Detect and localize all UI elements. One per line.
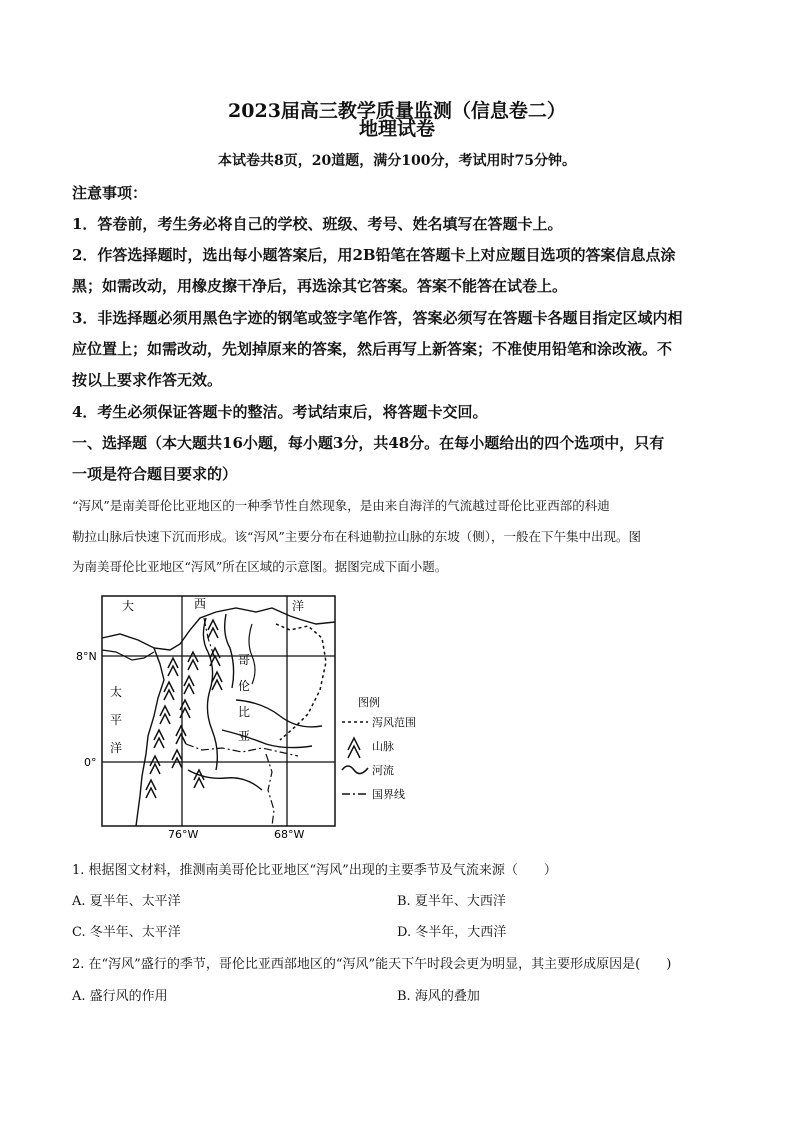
- question-1-option-b[interactable]: B. 夏半年、大西洋: [397, 894, 506, 909]
- label-0: 0°: [84, 756, 97, 769]
- river: [203, 618, 217, 770]
- label-country-4: 亚: [238, 729, 251, 743]
- mountain-icon: [194, 770, 204, 788]
- legend: [342, 695, 416, 801]
- question-1-option-d[interactable]: D. 冬半年，大西洋: [397, 925, 507, 940]
- mountain-icon: [184, 676, 194, 694]
- question-1-stem: 1. 根据图文材料，推测南美哥伦比亚地区“泻风”出现的主要季节及气流来源（ ）: [72, 863, 557, 878]
- note-line: 按以上要求作答无效。: [72, 371, 223, 389]
- mountain-icon: [168, 658, 178, 676]
- wind-range: [276, 624, 326, 740]
- mountain-icon: [160, 706, 170, 724]
- note-line: 应位置上；如需改动，先划掉原来的答案，然后再写上新答案；不准使用铅笔和涂改液。不: [72, 340, 673, 358]
- legend-mountain-icon: [348, 738, 360, 758]
- note-line: 3．非选择题必须用黑色字迹的钢笔或签字笔作答，答案必须写在答题卡各题目指定区域内相: [72, 309, 683, 327]
- section-heading: 一项是符合题目要求的）: [72, 465, 238, 483]
- coastline-north: [102, 608, 335, 650]
- legend-river-icon: [342, 766, 368, 774]
- river: [225, 614, 234, 688]
- section-heading: 一、选择题（本大题共16小题，每小题3分，共48分。在每小题给出的四个选项中，只有: [72, 434, 665, 452]
- label-xi: 西: [194, 597, 207, 611]
- notes-heading: 注意事项：: [72, 184, 148, 202]
- legend-wind: 泻风范围: [372, 716, 416, 729]
- mountain-icon: [212, 672, 222, 690]
- question-1-option-a[interactable]: A. 夏半年、太平洋: [72, 894, 181, 909]
- mountain-icon: [208, 620, 218, 638]
- label-da: 大: [122, 599, 135, 613]
- label-68w: 68°W: [274, 828, 305, 840]
- label-yang: 洋: [292, 599, 305, 613]
- label-tai: 太: [110, 685, 123, 699]
- question-2-stem: 2. 在“泻风”盛行的季节，哥伦比亚西部地区的“泻风”能天下午时段会更为明显，其主要形成原因是( ): [72, 957, 672, 972]
- legend-border: 国界线: [372, 788, 405, 801]
- border-line: [266, 754, 274, 826]
- note-line: 2．作答选择题时，选出每小题答案后，用2B铅笔在答题卡上对应题目选项的答案信息点涂: [72, 246, 676, 264]
- map-frame: [102, 596, 335, 826]
- mountain-ranges: [146, 620, 222, 798]
- label-76w: 76°W: [168, 828, 199, 840]
- note-line: 1．答卷前，考生务必将自己的学校、班级、考号、姓名填写在答题卡上。: [72, 215, 563, 233]
- intro-text: “泻风”是南美哥伦比亚地区的一种季节性自然现象，是由来自海洋的气流越过哥伦比亚西部的科迪: [72, 498, 610, 513]
- colombia-wind-map: [76, 590, 456, 840]
- exam-info: 本试卷共8页，20道题，满分100分，考试用时75分钟。: [218, 153, 576, 169]
- legend-river: 河流: [372, 764, 394, 777]
- river: [188, 770, 262, 790]
- question-2-option-b[interactable]: B. 海风的叠加: [397, 989, 480, 1004]
- mountain-icon: [176, 726, 186, 744]
- legend-title: 图例: [358, 696, 380, 709]
- label-yang2: 洋: [110, 741, 123, 755]
- mountain-icon: [210, 648, 220, 666]
- exam-subtitle: 地理试卷: [358, 118, 435, 140]
- mountain-icon: [154, 730, 164, 748]
- coastline-pacific: [136, 648, 164, 826]
- question-1-option-c[interactable]: C. 冬半年、太平洋: [72, 925, 181, 940]
- mountain-icon: [172, 750, 182, 768]
- label-country-1: 哥: [238, 653, 251, 667]
- label-ping: 平: [110, 713, 123, 727]
- label-8n: 8°N: [76, 650, 97, 663]
- note-line: 4．考生必须保证答题卡的整洁。考试结束后，将答题卡交回。: [72, 403, 488, 421]
- label-country-3: 比: [238, 705, 251, 719]
- river: [222, 730, 312, 748]
- intro-text: 勒拉山脉后快速下沉而形成。该“泻风”主要分布在科迪勒拉山脉的东坡（侧），一般在下午集中出现。图: [72, 529, 642, 544]
- isthmus: [102, 650, 154, 660]
- mountain-icon: [150, 756, 160, 774]
- mountain-icon: [164, 682, 174, 700]
- label-country-2: 伦: [238, 679, 251, 693]
- border-line: [186, 744, 298, 756]
- exam-title: 2023届高三教学质量监测（信息卷二）: [228, 100, 566, 122]
- mountain-icon: [146, 780, 156, 798]
- note-line: 黑；如需改动，用橡皮擦干净后，再选涂其它答案。答案不能答在试卷上。: [72, 277, 568, 295]
- mountain-icon: [188, 652, 198, 670]
- intro-text: 为南美哥伦比亚地区“泻风”所在区域的示意图。据图完成下面小题。: [72, 559, 448, 574]
- legend-mountain: 山脉: [372, 740, 394, 753]
- question-2-option-a[interactable]: A. 盛行风的作用: [72, 989, 168, 1004]
